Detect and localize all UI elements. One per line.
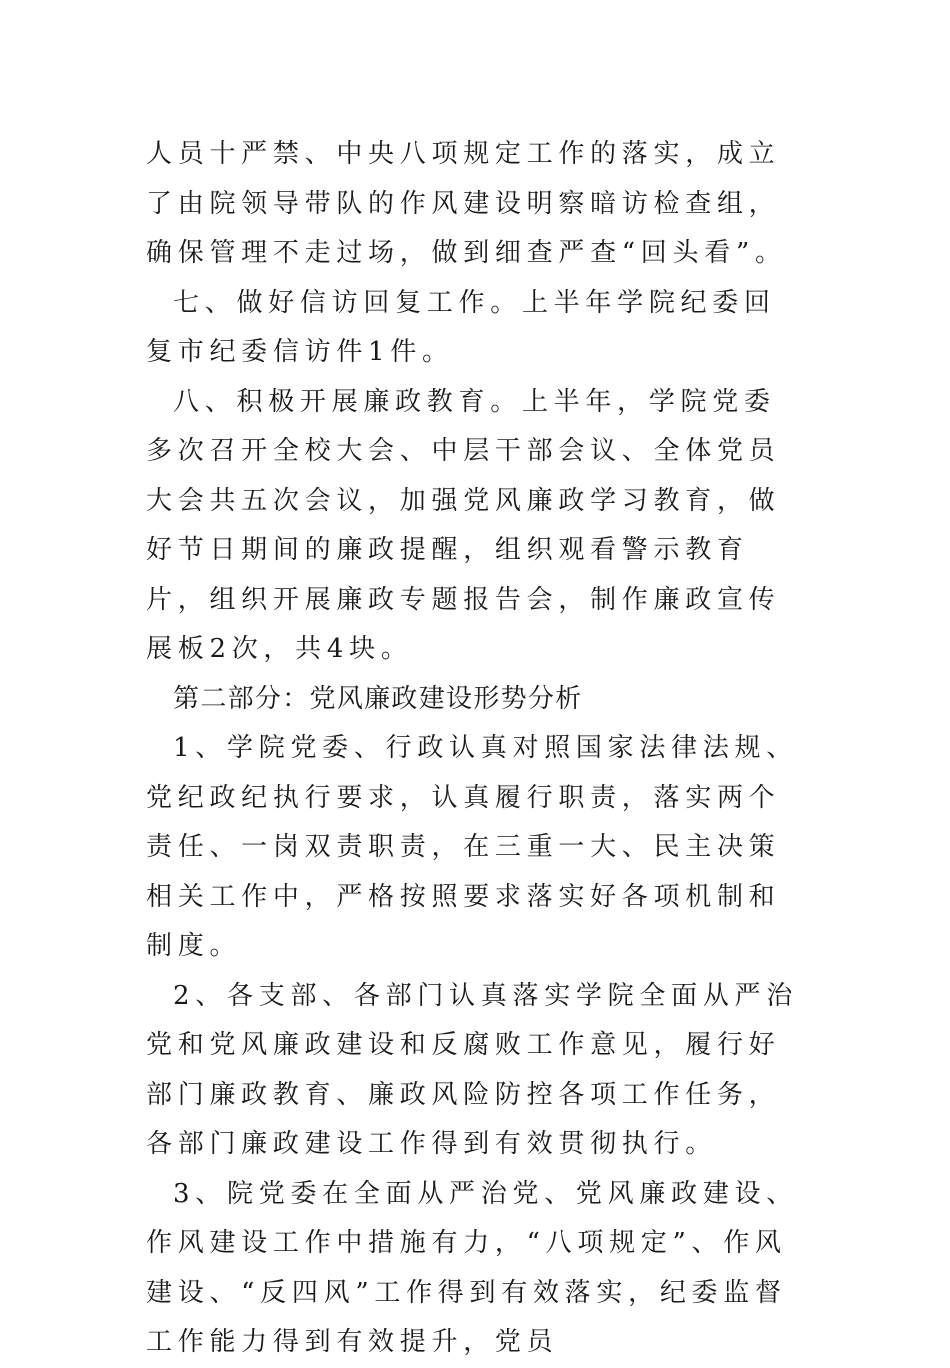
paragraph-continuation: 人员十严禁、中央八项规定工作的落实，成立了由院领导带队的作风建设明察暗访检查组，确保管理不走过场，做到细查严查“回头看”。 bbox=[146, 139, 787, 268]
part-two-heading: 第二部分：党风廉政建设形势分析 bbox=[173, 683, 583, 714]
paragraph-item-3: 3、院党委在全面从严治党、党风廉政建设、作风建设工作中措施有力，“八项规定”、作风建设、“反四风”工作得到有效落实，纪委监督工作能力得到有效提升，党员 bbox=[146, 1178, 798, 1357]
paragraph-item-1: 1、学院党委、行政认真对照国家法律法规、党纪政纪执行要求，认真履行职责，落实两个责任、一岗双责职责，在三重一大、民主决策相关工作中，严格按照要求落实好各项机制和制度。 bbox=[146, 733, 798, 961]
paragraph-section-8: 八、积极开展廉政教育。上半年，学院党委多次召开全校大会、中层干部会议、全体党员大会共五次会议，加强党风廉政学习教育，做好节日期间的廉政提醒，组织观看警示教育片，组织开展廉政专题报告会，制作廉政宣传展板2次，共4块。 bbox=[146, 386, 781, 664]
document-body bbox=[146, 130, 806, 1368]
paragraph-section-7: 七、做好信访回复工作。上半年学院纪委回复市纪委信访件1件。 bbox=[146, 287, 776, 367]
paragraph-item-2: 2、各支部、各部门认真落实学院全面从严治党和党风廉政建设和反腐败工作意见，履行好部门廉政教育、廉政风险防控各项工作任务，各部门廉政建设工作得到有效贯彻执行。 bbox=[146, 980, 798, 1159]
